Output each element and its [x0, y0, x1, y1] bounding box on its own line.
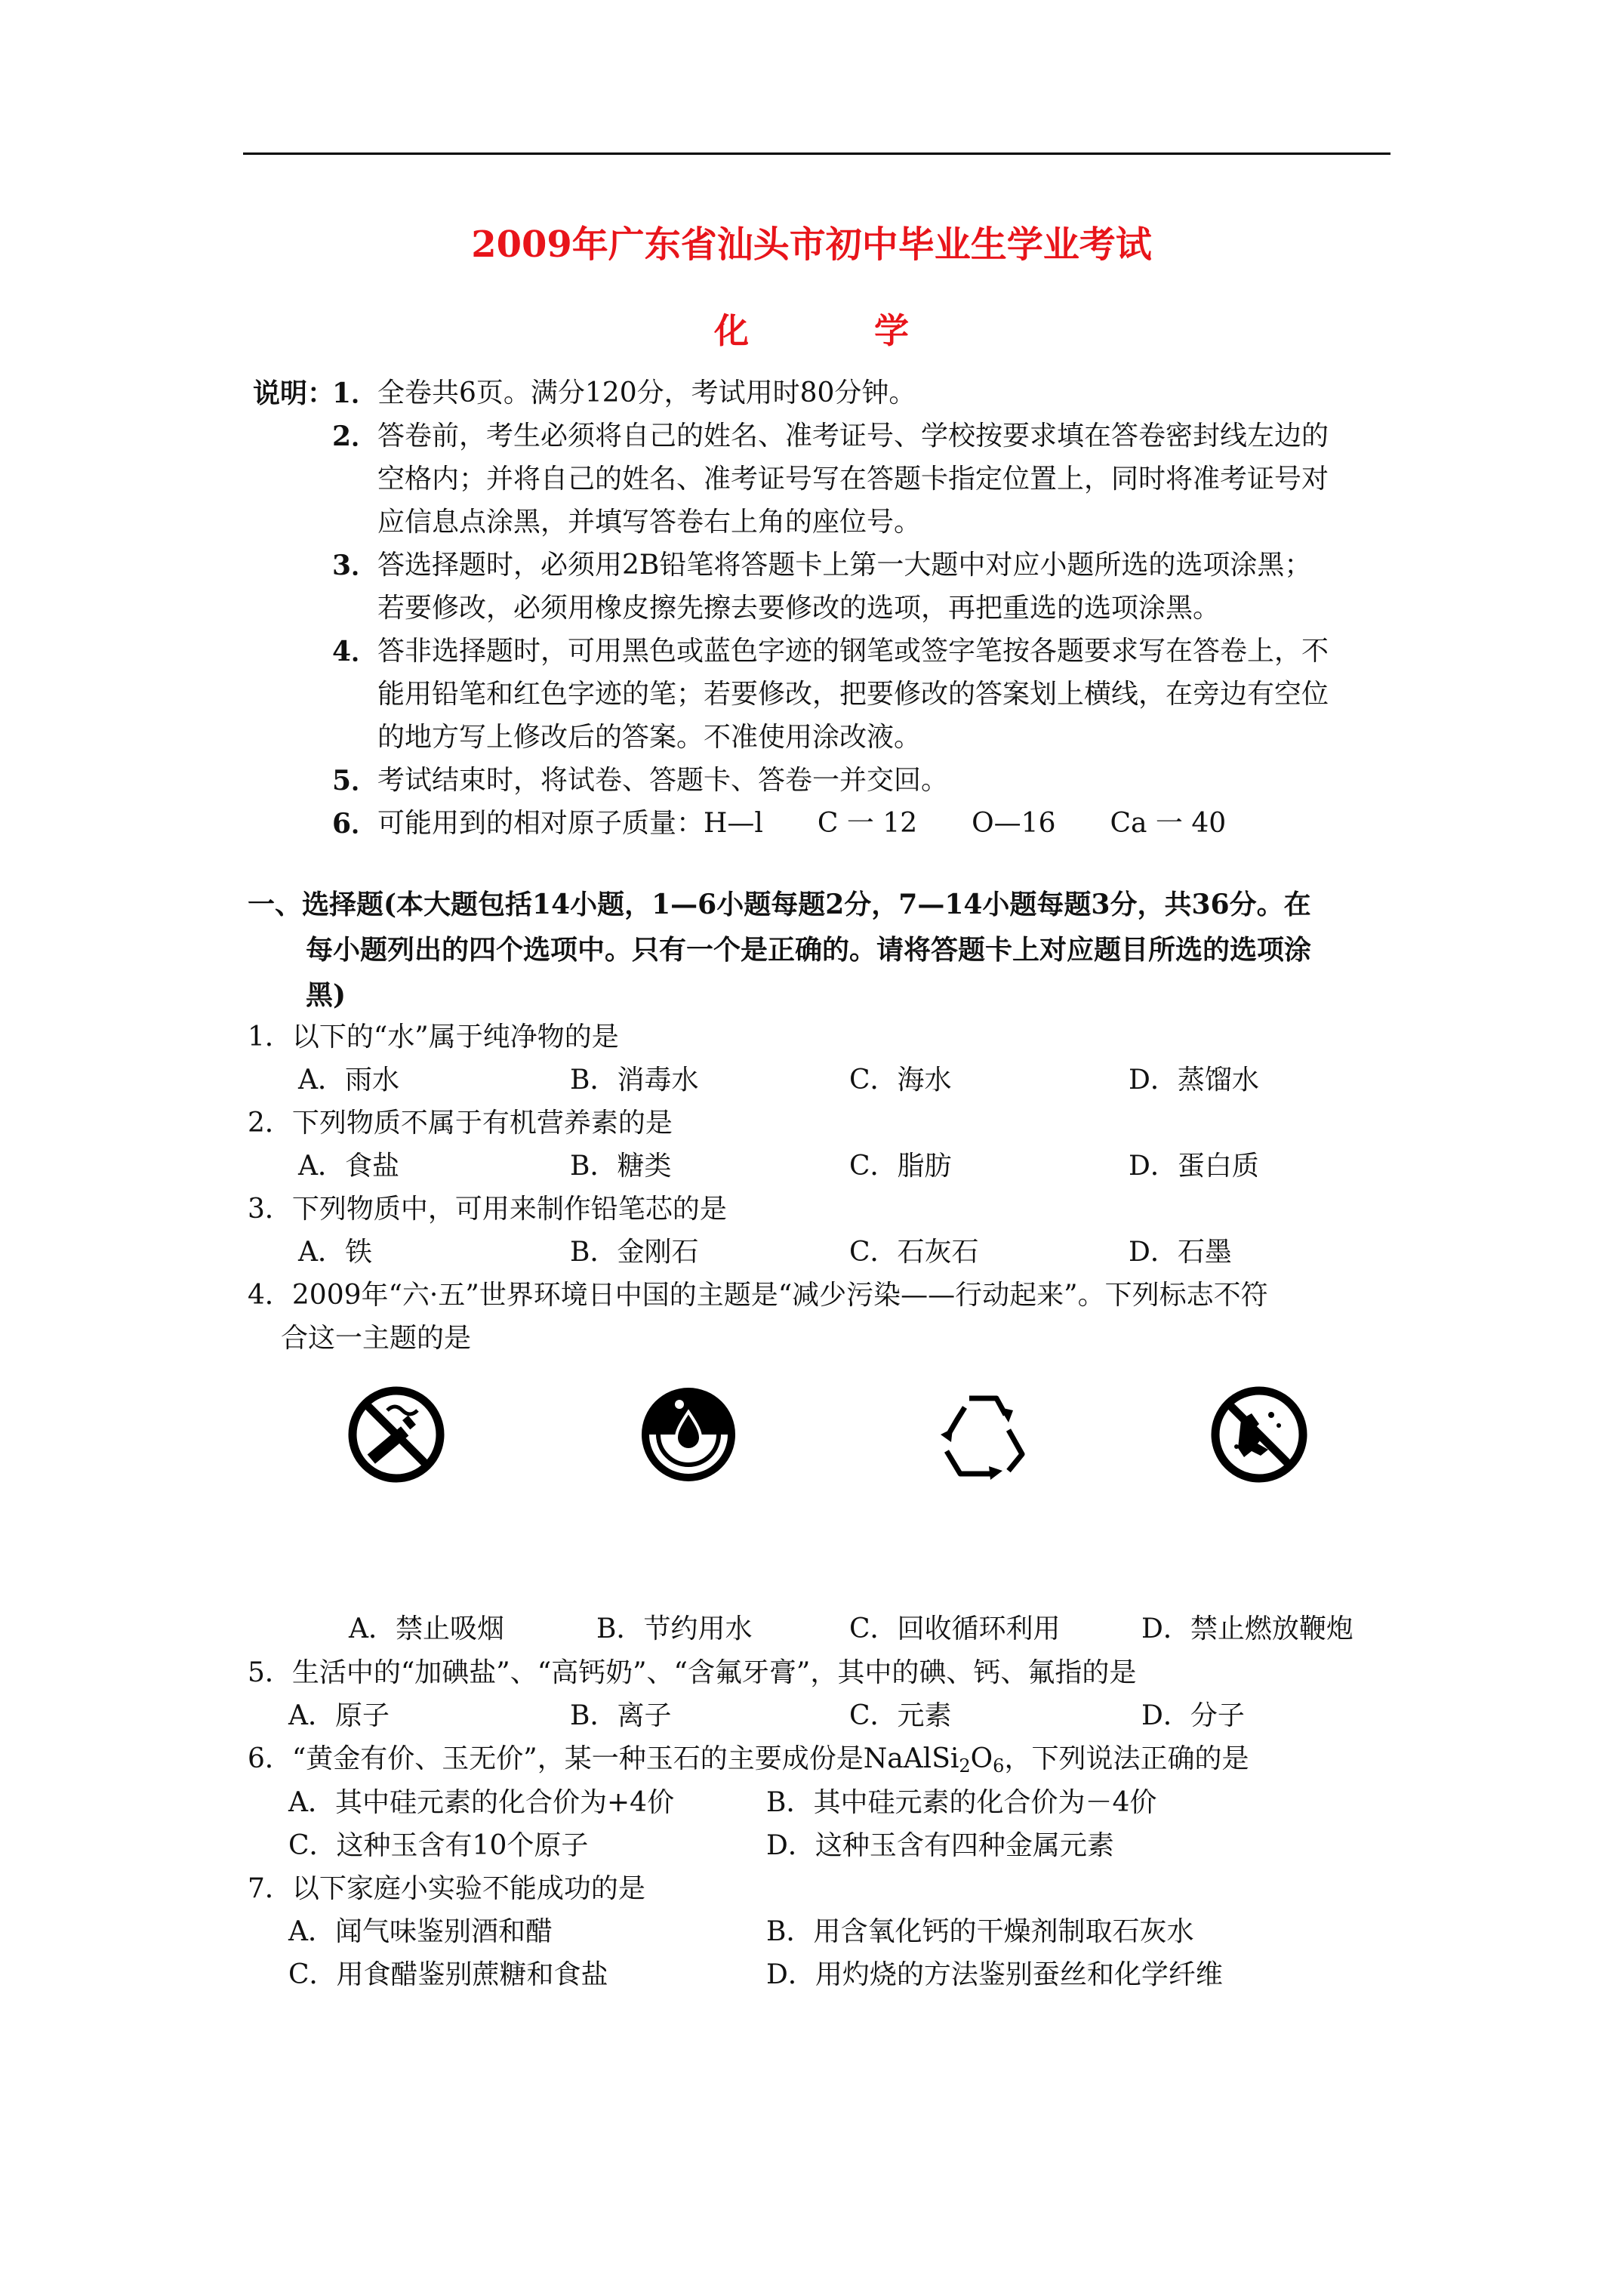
- option-d: D．蛋白质: [1129, 1151, 1259, 1182]
- instruction-line: 答卷前，考生必须将自己的姓名、准考证号、学校按要求填在答卷密封线左边的: [377, 421, 1329, 451]
- exam-title: 2009年广东省汕头市初中毕业生学业考试: [471, 223, 1152, 266]
- option-a: A．其中硅元素的化合价为+4价: [288, 1787, 675, 1818]
- option-d: D．禁止燃放鞭炮: [1141, 1613, 1354, 1644]
- question-stem: 6．“黄金有价、玉无价”，某一种玉石的主要成份是$NaAlSi_2O_6$，下列说法正确的是: [248, 1743, 1249, 1777]
- instruction-number: 4．: [332, 636, 379, 667]
- instruction-line: 答选择题时，必须用2B铅笔将答题卡上第一大题中对应小题所选的选项涂黑；: [377, 550, 1312, 581]
- option-c: C．石灰石: [849, 1237, 979, 1268]
- instruction-number: 6．: [332, 808, 379, 840]
- no-firecrackers-icon: [1206, 1382, 1312, 1487]
- option-a: A．闻气味鉴别酒和醋: [288, 1916, 553, 1947]
- option-c: C．元素: [849, 1700, 952, 1731]
- option-b: B．消毒水: [570, 1065, 699, 1096]
- option-c: C．这种玉含有10个原子: [288, 1830, 589, 1861]
- section-heading: 一、选择题(本大题包括14小题，1—6小题每题2分，7—14小题每题3分，共36分。在: [248, 889, 1311, 920]
- option-b: B．糖类: [570, 1151, 672, 1182]
- section-heading: 每小题列出的四个选项中。只有一个是正确的。请将答题卡上对应题目所选的选项涂: [306, 934, 1312, 966]
- instruction-number: 1．: [332, 378, 379, 409]
- option-a: A．铁: [298, 1237, 372, 1268]
- question-stem: 3．下列物质中，可用来制作铅笔芯的是: [248, 1194, 727, 1225]
- option-c: C．海水: [849, 1065, 952, 1096]
- option-d: D．蒸馏水: [1129, 1065, 1259, 1096]
- instruction-number: 3．: [332, 550, 379, 581]
- section-heading: 黑): [306, 979, 346, 1011]
- instruction-number: 5．: [332, 765, 379, 797]
- instruction-line: 若要修改，必须用橡皮擦先擦去要修改的选项，再把重选的选项涂黑。: [377, 593, 1221, 624]
- subject-title: 化 学: [714, 310, 954, 351]
- option-c: C．回收循环利用: [849, 1613, 1061, 1644]
- header-rule: [243, 153, 1390, 155]
- question-stem-continued: 合这一主题的是: [281, 1323, 472, 1354]
- instruction-line: 全卷共6页。满分120分，考试用时80分钟。: [377, 378, 916, 408]
- question-stem: 1．以下的“水”属于纯净物的是: [248, 1022, 619, 1052]
- option-d: D．用灼烧的方法鉴别蚕丝和化学纤维: [766, 1959, 1223, 1990]
- option-d: D．这种玉含有四种金属元素: [766, 1830, 1114, 1861]
- option-a: A．食盐: [298, 1151, 399, 1182]
- instruction-line: 空格内；并将自己的姓名、准考证号写在答题卡指定位置上，同时将准考证号对: [377, 464, 1329, 495]
- option-b: B．离子: [570, 1700, 672, 1731]
- no-smoking-icon: [343, 1382, 449, 1487]
- question-stem: 2．下列物质不属于有机营养素的是: [248, 1108, 673, 1139]
- instruction-line: 可能用到的相对原子质量：H—l C 一 12 O—16 Ca 一 40: [377, 808, 1227, 839]
- option-a: A．雨水: [298, 1065, 399, 1096]
- question-stem: 5．生活中的“加碘盐”、“高钙奶”、“含氟牙膏”，其中的碘、钙、氟指的是: [248, 1657, 1137, 1688]
- option-d: D．分子: [1141, 1700, 1245, 1731]
- option-d: D．石墨: [1129, 1237, 1232, 1268]
- water-saving-icon: [636, 1382, 741, 1487]
- option-a: A．原子: [288, 1700, 390, 1731]
- instruction-line: 答非选择题时，可用黑色或蓝色字迹的钢笔或签字笔按各题要求写在答卷上，不: [377, 636, 1329, 667]
- instruction-number: 2．: [332, 421, 379, 452]
- option-c: C．脂肪: [849, 1151, 952, 1182]
- instruction-line: 能用铅笔和红色字迹的笔；若要修改，把要修改的答案划上横线，在旁边有空位: [377, 679, 1329, 710]
- question-stem: 4．2009年“六·五”世界环境日中国的主题是“减少污染——行动起来”。下列标志不符: [248, 1280, 1268, 1311]
- instruction-line: 考试结束时，将试卷、答题卡、答卷一并交回。: [377, 765, 949, 796]
- option-a: A．禁止吸烟: [349, 1613, 504, 1644]
- option-b: B．用含氧化钙的干燥剂制取石灰水: [766, 1916, 1194, 1947]
- instruction-line: 应信息点涂黑，并填写答卷右上角的座位号。: [377, 507, 922, 538]
- option-b: B．金刚石: [570, 1237, 699, 1268]
- instruction-line: 的地方写上修改后的答案。不准使用涂改液。: [377, 722, 922, 753]
- recycle-icon: [930, 1382, 1036, 1487]
- question-stem: 7．以下家庭小实验不能成功的是: [248, 1873, 645, 1904]
- option-c: C．用食醋鉴别蔗糖和食盐: [288, 1959, 608, 1990]
- instructions-prefix: 说明：: [253, 378, 335, 409]
- option-b: B．其中硅元素的化合价为－4价: [766, 1787, 1157, 1818]
- option-b: B．节约用水: [596, 1613, 753, 1644]
